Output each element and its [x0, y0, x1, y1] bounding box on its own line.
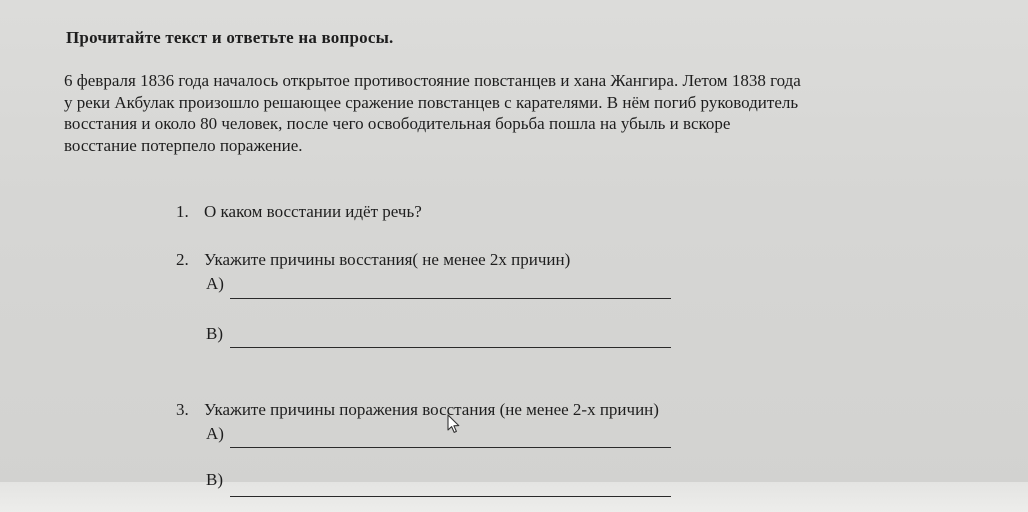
passage-line: у реки Акбулак произошло решающее сражение повстанцев с карателями. В нём погиб руководитель [64, 92, 799, 112]
answer-line-2a[interactable] [230, 298, 671, 299]
answer-line-2b[interactable] [230, 347, 671, 348]
answer-line-3a[interactable] [230, 447, 671, 448]
mouse-pointer-icon [447, 414, 461, 434]
question-number: 1. [176, 202, 189, 221]
answer-label-a: А) [206, 424, 224, 443]
question-1 [176, 202, 422, 222]
answer-label-b: В) [206, 470, 223, 489]
answer-line-3b[interactable] [230, 496, 671, 497]
answer-label-b: В) [206, 324, 223, 343]
question-number: 2. [176, 250, 189, 269]
question-text: О каком восстании идёт речь? [204, 202, 422, 221]
passage-line: восстания и около 80 человек, после чего освободительная борьба пошла на убыль и вскоре [64, 114, 731, 133]
question-2 [176, 250, 570, 270]
answer-label-a: А) [206, 274, 224, 293]
question-number: 3. [176, 400, 189, 419]
question-text: Укажите причины поражения восстания (не менее 2-х причин) [204, 400, 659, 419]
page-edge-shadow [0, 482, 1028, 512]
worksheet-heading: Прочитайте текст и ответьте на вопросы. [66, 28, 394, 47]
question-text: Укажите причины восстания( не менее 2х причин) [204, 250, 571, 269]
passage-line: 6 февраля 1836 года началось открытое противостояние повстанцев и хана Жангира. Летом 1838 года [64, 71, 801, 90]
reading-passage [64, 70, 1014, 156]
passage-line: восстание потерпело поражение. [64, 135, 303, 155]
question-3 [176, 400, 659, 420]
